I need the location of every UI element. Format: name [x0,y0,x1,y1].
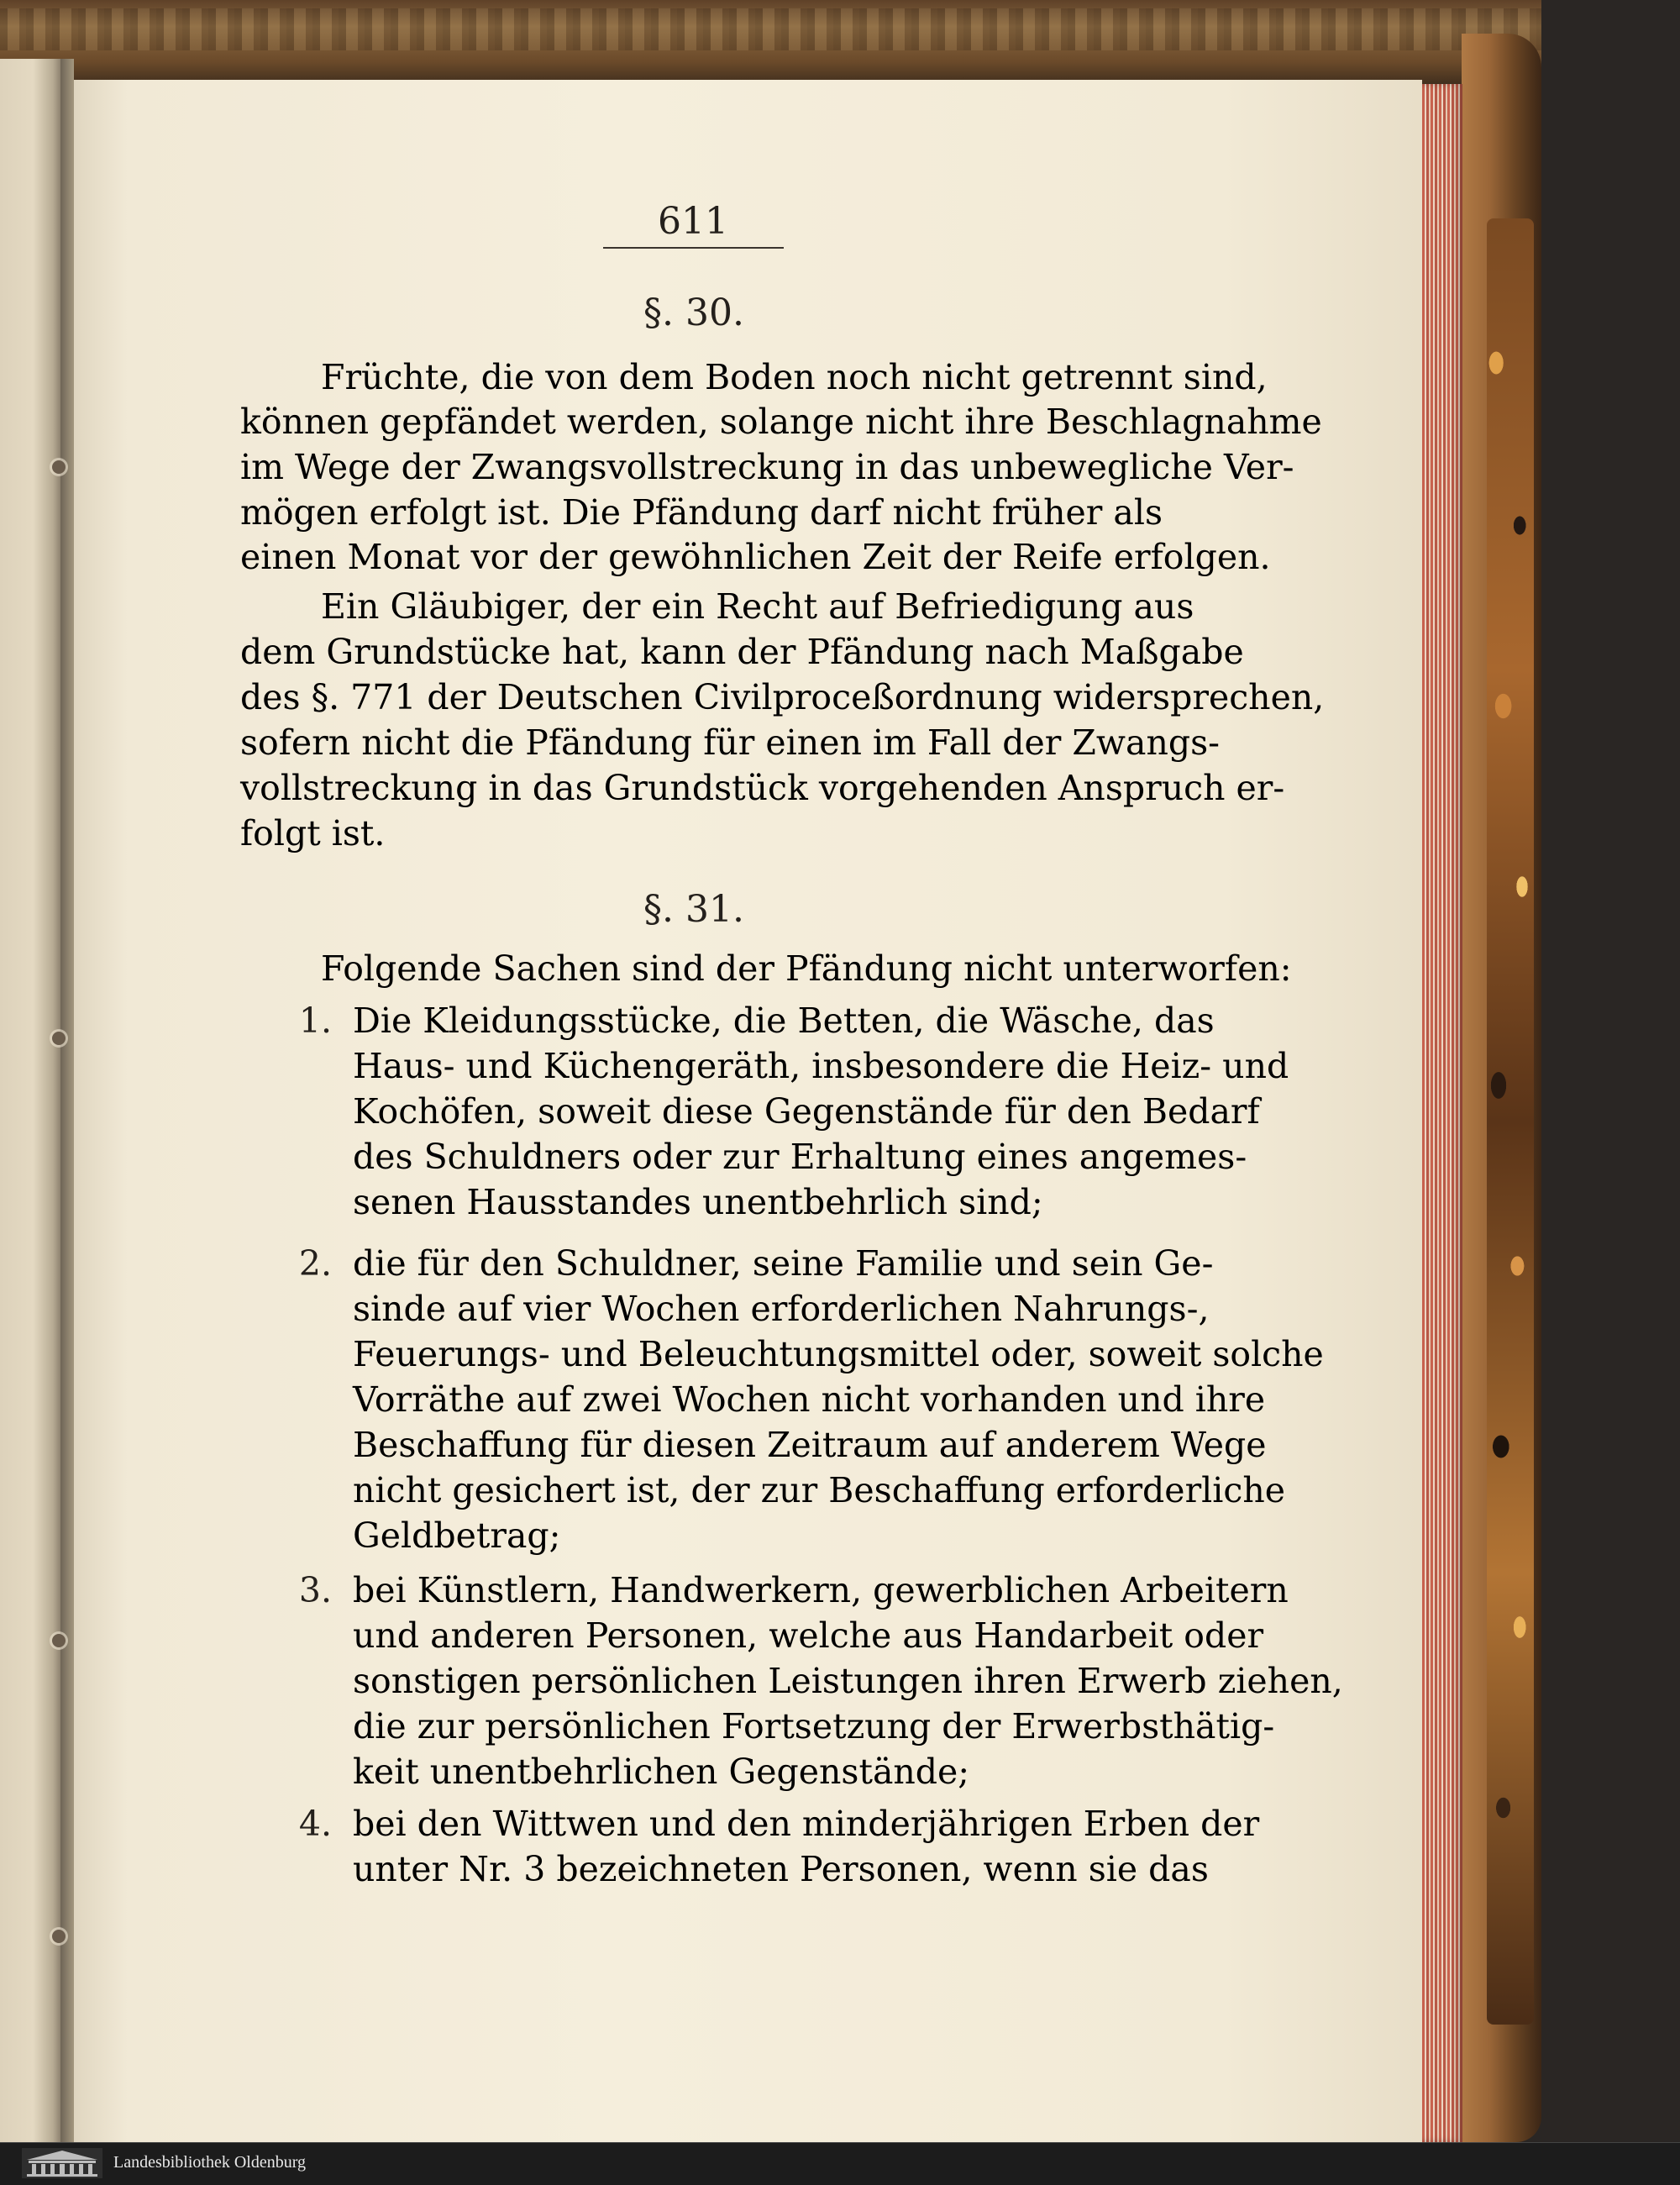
footer-bar [0,2142,1680,2185]
binding-stitch [52,460,66,474]
text-line: die für den Schuldner, seine Familie und sein Ge- [353,1243,1214,1284]
text-line: sonstigen persönlichen Leistungen ihren Erwerb ziehen, [353,1661,1343,1701]
page-number-rule [603,247,784,249]
text-line: Vorräthe auf zwei Wochen nicht vorhanden und ihre [353,1379,1266,1420]
text-line: dem Grundstücke hat, kann der Pfändung nach Maßgabe [240,632,1244,672]
binding-stitch [52,1032,66,1045]
binding-stitch [52,1930,66,1943]
text-line: Haus- und Küchengeräth, insbesondere die Heiz- und [353,1046,1289,1086]
text-line: Die Kleidungsstücke, die Betten, die Wäsche, das [353,1001,1215,1041]
text-line: des §. 771 der Deutschen Civilproceßordnung widersprechen, [240,677,1325,717]
text-line: mögen erfolgt ist. Die Pfändung darf nicht früher als [240,492,1163,533]
text-line: die zur persönlichen Fortsetzung der Erwerbsthätig- [353,1706,1275,1746]
text-line: Geldbetrag; [353,1515,561,1556]
text-line: des Schuldners oder zur Erhaltung eines angemes- [353,1137,1247,1177]
text-line: einen Monat vor der gewöhnlichen Zeit der Reife erfolgen. [240,537,1271,577]
binding-stitch [52,1634,66,1647]
text-line: sinde auf vier Wochen erforderlichen Nahrungs-, [353,1289,1210,1329]
text-line: Folgende Sachen sind der Pfändung nicht unterworfen: [321,948,1292,989]
text-line: unter Nr. 3 bezeichneten Personen, wenn sie das [353,1849,1209,1889]
list-item-number: 3. [298,1570,332,1610]
book-cover-top [0,0,1541,88]
section-heading: §. 31. [643,888,744,931]
list-item-number: 1. [298,1001,332,1041]
section-heading: §. 30. [643,292,744,334]
list-item-number: 2. [298,1243,332,1284]
footer-library-label[interactable]: Landesbibliothek Oldenburg [113,2153,307,2172]
text-line: Früchte, die von dem Boden noch nicht getrennt sind, [321,357,1268,397]
text-line: Feuerungs- und Beleuchtungsmittel oder, soweit solche [353,1334,1324,1374]
text-line: können gepfändet werden, solange nicht ihre Beschlagnahme [240,402,1322,442]
page-number: 611 [658,200,728,243]
text-line: sofern nicht die Pfändung für einen im Fall der Zwangs- [240,722,1220,763]
text-line: vollstreckung in das Grundstück vorgehenden Anspruch er- [240,768,1285,808]
marbled-cover-edge [1487,218,1534,2025]
text-line: Beschaffung für diesen Zeitraum auf anderem Wege [353,1425,1267,1465]
library-building-icon [22,2148,102,2178]
page-gutter [60,59,74,2142]
text-line: keit unentbehrlichen Gegenstände; [353,1752,970,1792]
page-edges [1422,84,1462,2142]
text-line: im Wege der Zwangsvollstreckung in das unbewegliche Ver- [240,447,1294,487]
left-page-edge [0,59,60,2142]
text-line: Kochöfen, soweit diese Gegenstände für den Bedarf [353,1091,1260,1132]
text-line: folgt ist. [240,813,386,854]
list-item-number: 4. [298,1804,332,1844]
text-line: nicht gesichert ist, der zur Beschaffung erforderliche [353,1470,1286,1510]
text-line: bei Künstlern, Handwerkern, gewerblichen Arbeitern [353,1570,1289,1610]
text-line: bei den Wittwen und den minderjährigen Erben der [353,1804,1260,1844]
text-line: Ein Gläubiger, der ein Recht auf Befriedigung aus [321,586,1194,627]
text-line: senen Hausstandes unentbehrlich sind; [353,1182,1043,1222]
text-line: und anderen Personen, welche aus Handarbeit oder [353,1615,1264,1656]
